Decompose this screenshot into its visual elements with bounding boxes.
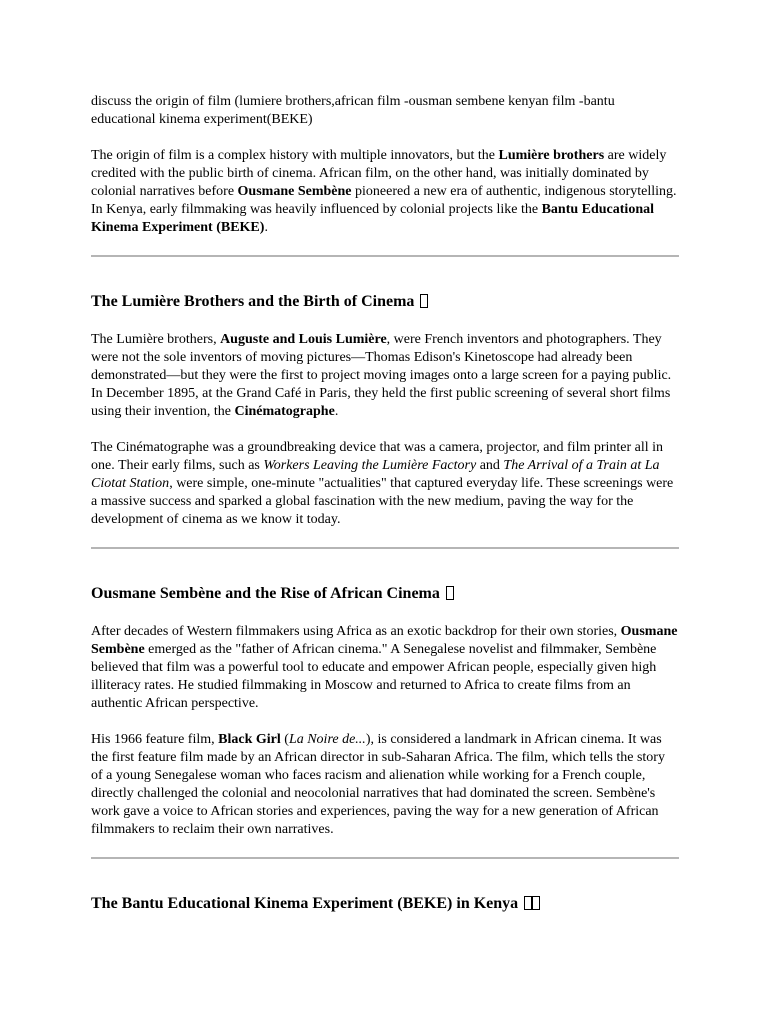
section2-heading-text: Ousmane Sembène and the Rise of African Cinema [91,585,440,602]
film-emoji-icon [420,294,428,308]
section-heading-lumiere [91,292,679,312]
paragraph-text: ( [280,732,289,747]
section3-heading-text: The Bantu Educational Kinema Experiment (BEKE) in Kenya [91,895,519,912]
kenya-flag-emoji-icon [532,896,540,910]
paragraph-text: The Lumière brothers, [91,332,221,347]
intro-bold-beke: Bantu Educational Kinema Experiment (BEKE) [91,202,655,235]
user-query: discuss the origin of film (lumiere brothers,african film -ousman sembene kenyan film -bantu educational kinema experiment(BEKE) [91,94,615,127]
lumiere-paragraph-2 [91,439,679,529]
film-title-italic: The Arrival of a Train at La Ciotat Station [91,458,660,491]
section1-heading-text: The Lumière Brothers and the Birth of Cinema [91,293,415,310]
paragraph-text: The Cinématographe was a groundbreaking device that was a camera, projector, and film printer all in one. Their early films, such as [91,440,664,473]
intro-text: pioneered a new era of authentic, indigenous storytelling. In Kenya, early filmmaking was heavily influenced by colonial projects like the [91,184,677,217]
africa-emoji-icon [446,586,454,600]
divider [91,255,679,257]
paragraph-text: , were French inventors and photographers. They were not the sole inventors of moving pictures—Thomas Edison's Kinetoscope had already been demonstrated—but they were the first to project moving images onto a large screen for a paying public. In December 1895, at the Grand Café in Paris, they held the first public screening of several short films using their invention, the [91,332,672,419]
intro-text: . [264,220,268,235]
sembene-paragraph-1 [91,623,679,713]
film-title-italic: Workers Leaving the Lumière Factory [263,458,477,473]
bold-sembene: Ousmane Sembène [91,624,678,657]
lumiere-paragraph-1 [91,331,679,421]
intro-bold-sembene: Ousmane Sembène [237,184,352,199]
paragraph-text: ), is considered a landmark in African cinema. It was the first feature film made by an African director in sub-Saharan Africa. The film, which tells the story of a young Senegalese woman who faces racism and alienation while working for a French couple, directly challenged the colonial and neocolonial narratives that had dominated the screen. Sembène's work gave a voice to African stories and experiences, paving the way for a new generation of African filmmakers to reclaim their own narratives. [91,732,665,837]
bold-film-title: Black Girl [218,732,281,747]
intro-text: are widely credited with the public birth of cinema. African film, on the other hand, was initially dominated by colonial narratives before [91,148,667,199]
paragraph-text: and [476,458,504,473]
sembene-paragraph-2 [91,731,679,839]
divider [91,547,679,549]
film-title-italic: La Noire de... [288,732,366,747]
intro-bold-lumiere: Lumière brothers [498,148,605,163]
paragraph-text: , were simple, one-minute "actualities" that captured everyday life. These screenings were a massive success and sparked a global fascination with the new medium, paving the way for the development of cinema as we know it today. [91,476,674,527]
divider [91,857,679,859]
bold-names: Auguste and Louis Lumière [220,332,387,347]
paragraph-text: After decades of Western filmmakers using Africa as an exotic backdrop for their own stories, [91,624,621,639]
bold-cinematographe: Cinématographe [234,404,335,419]
document-content [91,93,679,933]
kenya-flag-emoji-icon [524,896,532,910]
paragraph-text: . [334,404,339,419]
paragraph-text: emerged as the "father of African cinema." A Senegalese novelist and filmmaker, Sembène believed that film was a powerful tool to educate and empower African people, especially given high illiteracy rates. He studied filmmaking in Moscow and returned to Africa to create films from an authentic African perspective. [91,642,657,711]
intro-paragraph [91,147,679,237]
intro-text: The origin of film is a complex history with multiple innovators, but the [91,148,499,163]
section-heading-sembene [91,584,679,604]
section-heading-beke [91,894,679,914]
paragraph-text: His 1966 feature film, [91,732,219,747]
